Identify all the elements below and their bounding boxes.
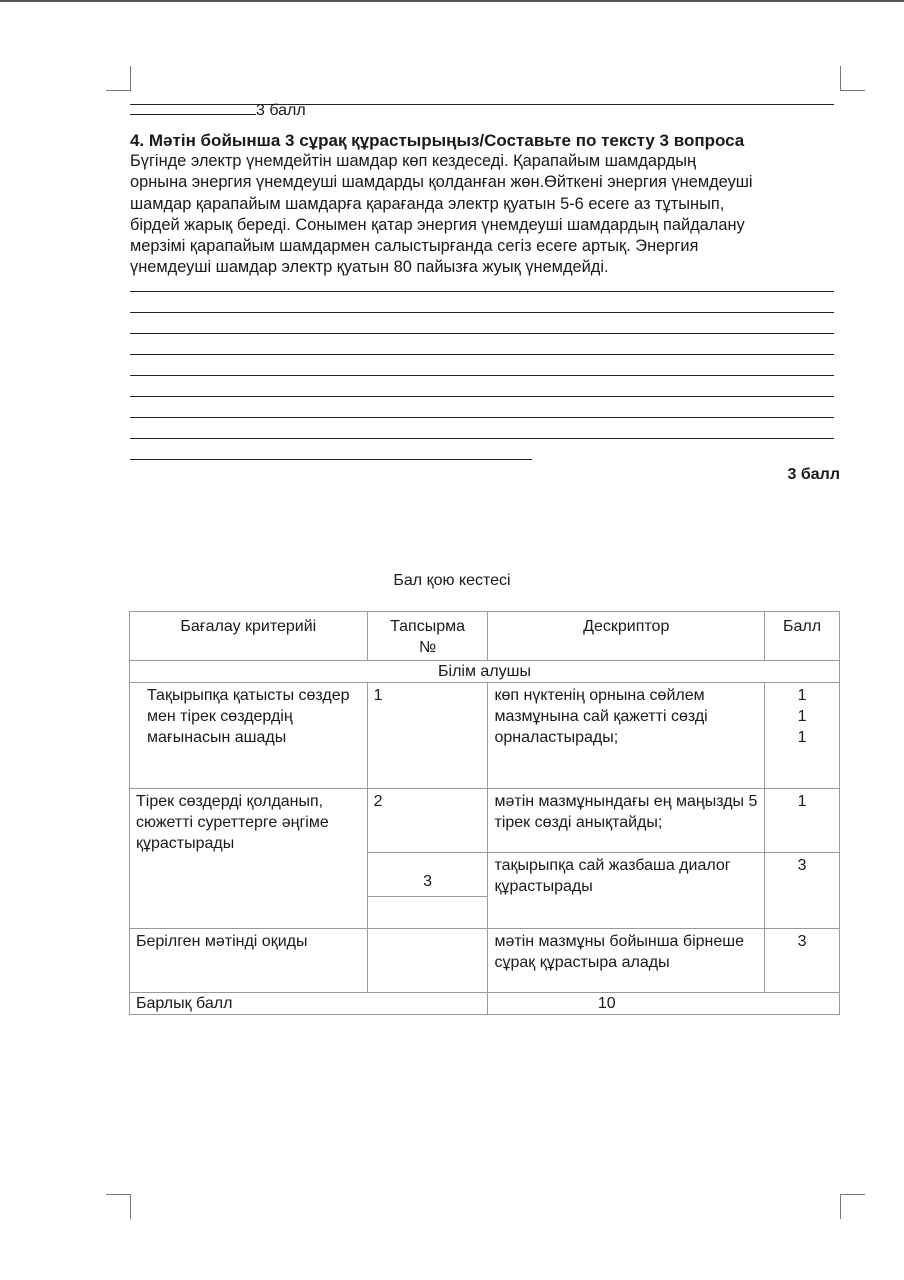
table-row [130,683,840,789]
total-value: 10 [488,993,840,1015]
header-points: Балл [765,612,840,661]
score-blank [130,100,256,115]
crop-mark-top-right [840,66,865,91]
row-criteria: Тақырыпқа қатысты сөздер мен тірек сөздердің мағынасын ашады [130,683,368,789]
page-top-border [0,0,904,2]
row-descriptor: мәтін мазмұнындағы ең маңызды 5 тірек сөзді анықтайды; [488,789,765,853]
row-descriptor: мәтін мазмұны бойынша бірнеше сұрақ құрастыра алады [488,929,765,993]
row-task: 1 [367,683,488,789]
row-points: 1 [765,789,840,853]
question-text: Бүгінде электр үнемдейтін шамдар көп кездеседі. Қарапайым шамдардың орнына энергия үнемдеуші шамдарды қолданған жөн.Өйткені энергия үнемдеуші шамдар қарапайым шамдарға қарағанда электр қуатын 5-6 есеге аз тұтынып, бірдей жарық береді. Сонымен қатар энергия үнемдеуші шамдардың пайдалану мерзімі қарапайым шамдармен салыстырғанда сегіз есеге артық. Энергия үнемдеуші шамдар электр қуатын 80 пайызға жуық үнемдейді. [130,152,753,277]
row-task: 3 [367,853,488,897]
row-points: 3 [765,929,840,993]
row-criteria: Тірек сөздерді қолданып, сюжетті суреттерге әңгіме құрастырады [130,789,368,929]
header-criteria: Бағалау критерийі [130,612,368,661]
crop-mark-bottom-left [106,1194,131,1219]
table-header-row [130,612,840,661]
question-title: 4. Мәтін бойынша 3 сұрақ құрастырыңыз/Составьте по тексту 3 вопроса [130,131,745,150]
answer-line [130,291,834,292]
table-title: Бал қою кестесі [393,572,511,589]
grading-table [129,611,840,1015]
header-descriptor: Дескриптор [488,612,765,661]
empty-cell [367,897,488,929]
table-row [130,789,840,853]
row-criteria: Берілген мәтінді оқиды [130,929,368,993]
header-task: Тапсырма № [367,612,488,661]
section-row [130,661,840,683]
total-row [130,993,840,1015]
answer-line [130,312,834,313]
row-descriptor: көп нүктенің орнына сөйлем мазмұнына сай қажетті сөзді орналастырады; [488,683,765,789]
answer-line [130,438,834,439]
top-score: 3 балл [256,102,306,119]
crop-mark-bottom-right [840,1194,865,1219]
top-score-line [130,100,306,121]
row-descriptor: тақырыпқа сай жазбаша диалог құрастырады [488,853,765,929]
row-task [367,929,488,993]
total-label: Барлық балл [130,993,488,1015]
crop-mark-top-left [106,66,131,91]
table-row [130,929,840,993]
row-points: 3 [765,853,840,929]
answer-line-short [130,459,532,460]
row-points: 1 1 1 [765,683,840,789]
bottom-score: 3 балл [787,466,840,483]
answer-line [130,417,834,418]
section-label: Білім алушы [130,661,840,683]
answer-line [130,333,834,334]
answer-line [130,375,834,376]
row-task: 2 [367,789,488,853]
answer-line [130,396,834,397]
answer-line [130,354,834,355]
